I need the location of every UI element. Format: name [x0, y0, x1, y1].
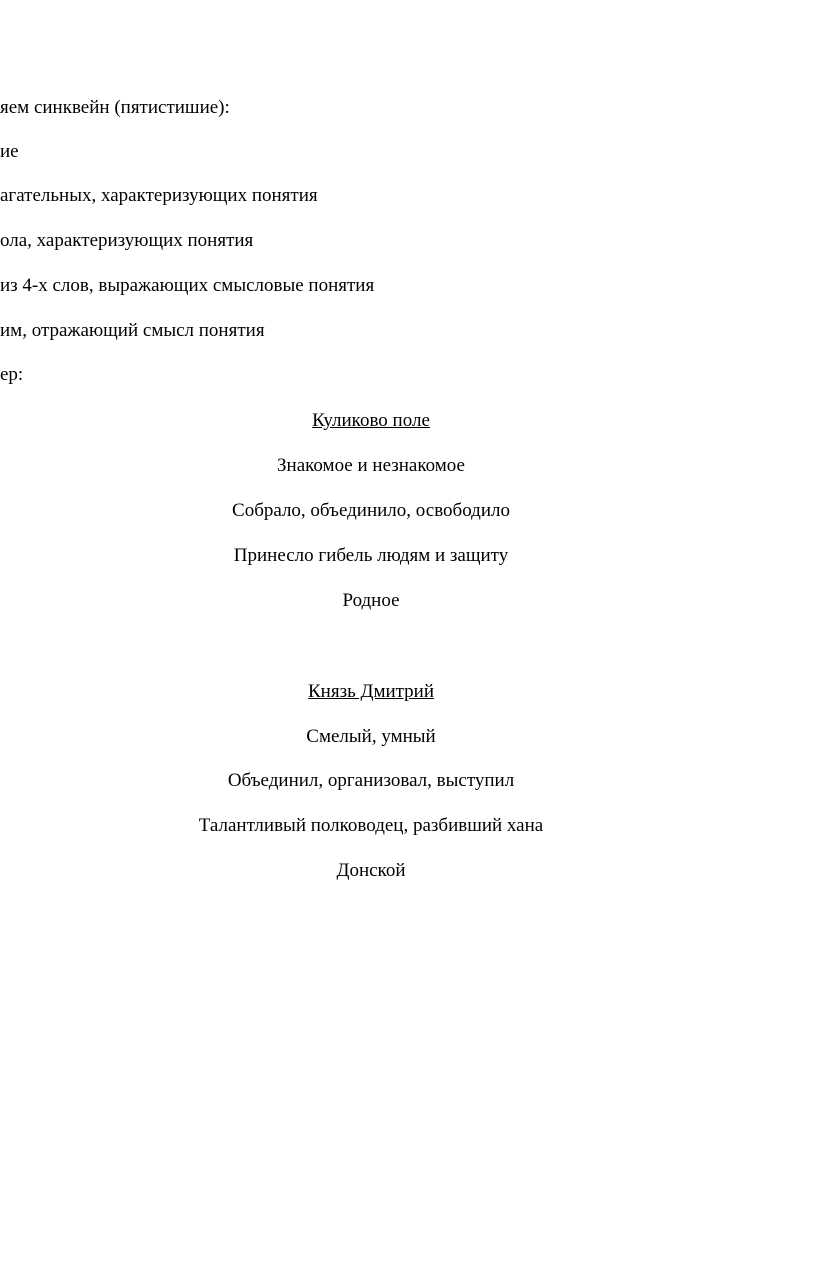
example-line: Донской	[336, 860, 406, 881]
instruction-line-3: агательных, характеризующих понятия	[0, 185, 318, 206]
example-line: Родное	[342, 590, 400, 611]
example-line: Талантливый полководец, разбивший хана	[198, 815, 544, 836]
instruction-line-1: яем синквейн (пятистишие):	[0, 97, 230, 118]
example-line: Принесло гибель людям и защиту	[233, 545, 509, 566]
example-line: Объединил, организовал, выступил	[227, 770, 515, 791]
example-line: Смелый, умный	[306, 726, 436, 747]
example-line: Знакомое и незнакомое	[277, 455, 465, 476]
instruction-line-7: ер:	[0, 364, 24, 385]
example-line: Собрало, объединило, освободило	[232, 500, 510, 521]
instruction-line-6: им, отражающий смысл понятия	[0, 320, 265, 341]
instruction-line-4: ола, характеризующих понятия	[0, 230, 254, 251]
example-title: Куликово поле	[312, 410, 430, 431]
example-title: Князь Дмитрий	[307, 681, 435, 702]
instruction-line-2: ие	[0, 141, 19, 162]
instruction-line-5: из 4-х слов, выражающих смысловые понятия	[0, 275, 375, 296]
